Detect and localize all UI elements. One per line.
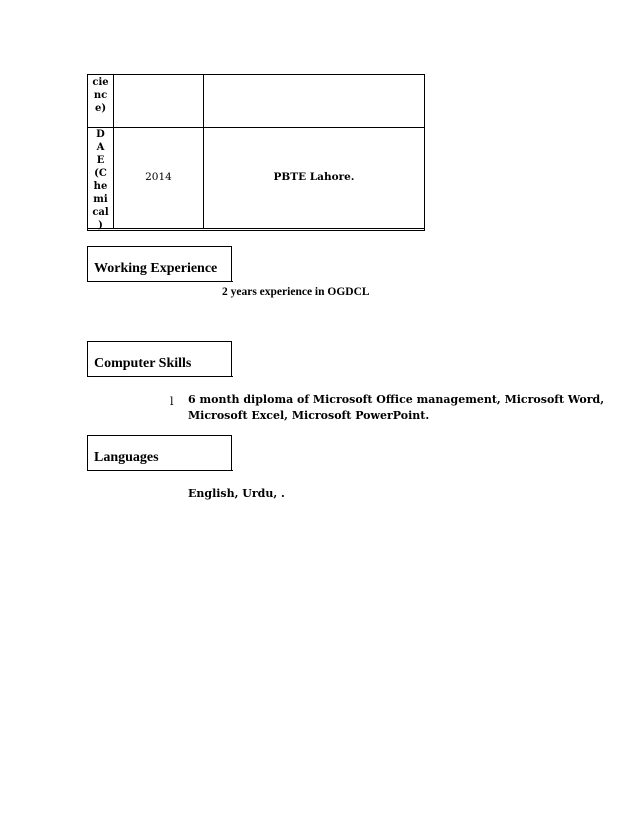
working-experience-heading-box (87, 246, 232, 282)
working-experience-heading: Working Experience (94, 261, 218, 276)
languages-text: English, Urdu, . (188, 487, 285, 500)
languages-heading-box (87, 435, 232, 471)
table-cell-year: 2014 (114, 127, 204, 228)
qualification-text: D A E (C he mi cal ) (92, 129, 109, 231)
table-row (88, 127, 424, 229)
table-cell-board (204, 75, 424, 127)
working-experience-text: 2 years experience in OGDCL (222, 286, 370, 298)
computer-skills-line-1: 6 month diploma of Microsoft Office management, Microsoft Word, (188, 393, 605, 406)
bullet-icon: l (170, 395, 174, 408)
table-cell-qualification (88, 127, 114, 231)
table-cell-year (114, 75, 204, 127)
table-cell-qualification (88, 75, 114, 127)
computer-skills-heading: Computer Skills (94, 356, 192, 371)
education-table (87, 74, 425, 231)
languages-heading: Languages (94, 450, 159, 465)
computer-skills-line-2: Microsoft Excel, Microsoft PowerPoint. (188, 409, 430, 422)
computer-skills-heading-box (87, 341, 232, 377)
table-cell-board: PBTE Lahore. (273, 171, 355, 183)
qualification-text: cie nc e) (92, 77, 109, 114)
table-row (88, 75, 424, 128)
